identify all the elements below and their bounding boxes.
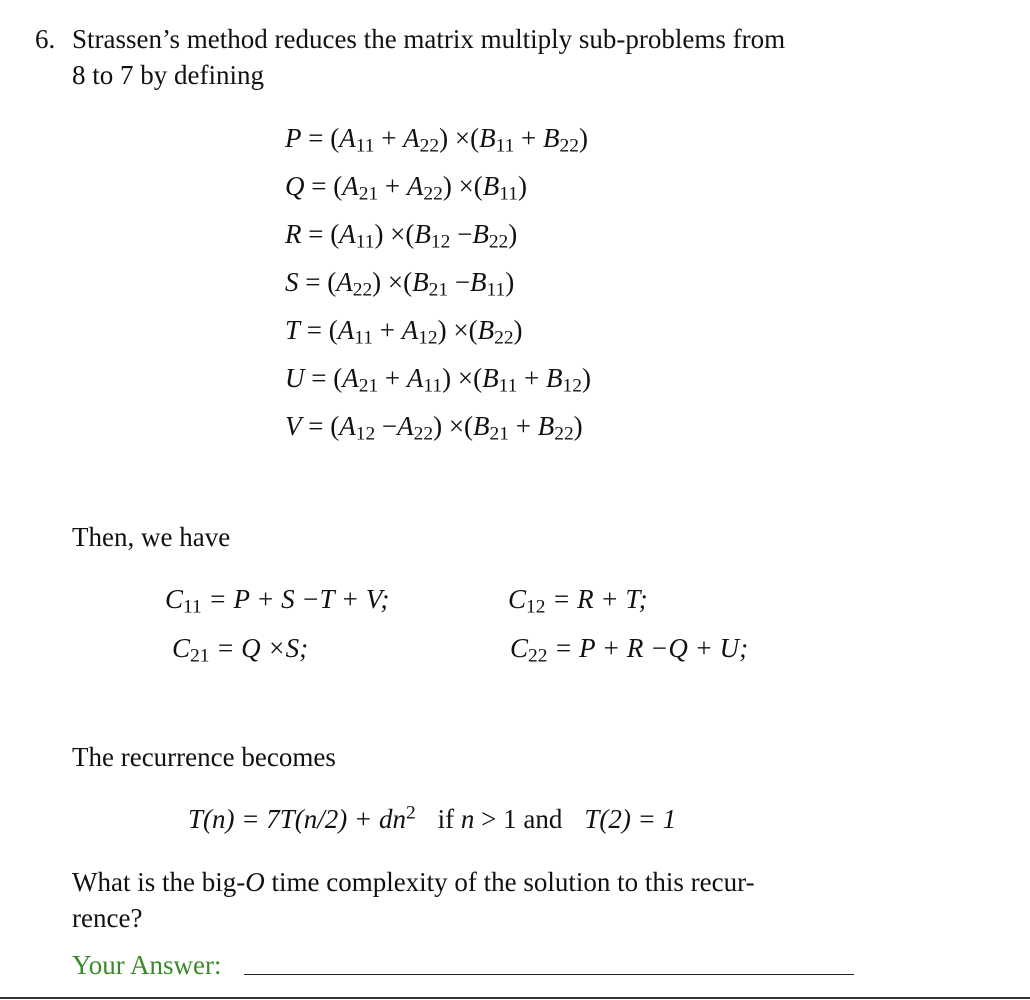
- def-q-a1-sub: 21: [358, 183, 379, 205]
- def-r-a1: A: [339, 219, 356, 249]
- result-c22: [510, 632, 749, 667]
- def-v-b2-sub: 22: [554, 423, 574, 445]
- c22-lhs-sub: 22: [528, 645, 548, 667]
- def-t-a1-sub: 11: [354, 327, 373, 349]
- def-u-name: U: [285, 363, 305, 393]
- def-r-mid: ) ×(: [374, 219, 415, 249]
- def-p-name: P: [285, 123, 302, 153]
- c12-lhs-sub: 12: [526, 596, 546, 618]
- c11-lhs-sub: 11: [183, 596, 202, 618]
- def-v-b1-sub: 21: [489, 423, 509, 445]
- def-u-b1-sub: 11: [498, 375, 518, 397]
- def-q-a2-sub: 22: [423, 183, 443, 205]
- def-u-mid: ) ×(: [442, 363, 483, 393]
- c11-rhs: = P + S −T + V;: [201, 584, 390, 614]
- answer-blank-line[interactable]: [244, 974, 854, 975]
- intro-text-line-1: Strassen’s method reduces the matrix multiply sub-problems from: [72, 24, 786, 54]
- recurrence-equation: [188, 803, 676, 835]
- result-c11: [165, 583, 390, 618]
- def-r-a1-sub: 11: [355, 231, 375, 253]
- def-s-b1: B: [412, 267, 429, 297]
- def-v-end: ): [573, 411, 583, 441]
- def-q-b1: B: [482, 171, 500, 201]
- def-v-a2-sub: 22: [413, 423, 434, 445]
- def-u-end: ): [581, 363, 591, 393]
- def-r-op2: −: [450, 219, 473, 249]
- def-u-b2: B: [546, 363, 563, 393]
- def-u-op2: +: [517, 363, 547, 393]
- def-q-a2: A: [406, 171, 424, 201]
- def-p-a1-sub: 11: [355, 135, 375, 157]
- def-p-mid: ) ×(: [439, 123, 480, 153]
- def-q-end: ): [518, 171, 528, 201]
- def-v-b1: B: [473, 411, 490, 441]
- def-p-b1-sub: 11: [495, 135, 515, 157]
- def-t-end: ): [513, 315, 523, 345]
- definition-p: [285, 122, 588, 157]
- definition-q: [285, 170, 528, 205]
- question-number: 6.: [35, 24, 56, 54]
- def-t-mid: ) ×(: [437, 315, 478, 345]
- def-p-eq: = (: [301, 123, 340, 153]
- result-c12: [508, 583, 648, 618]
- def-s-a1-sub: 22: [352, 279, 373, 301]
- recurrence-label: The recurrence becomes: [72, 742, 336, 772]
- definition-v: [285, 410, 583, 445]
- def-s-op2: −: [448, 267, 471, 297]
- def-q-b1-sub: 11: [499, 183, 519, 205]
- def-s-b2-sub: 11: [486, 279, 506, 301]
- def-r-end: ): [508, 219, 518, 249]
- intro-text-line-2: 8 to 7 by defining: [72, 60, 264, 90]
- def-v-a2: A: [397, 411, 414, 441]
- def-r-b1: B: [414, 219, 431, 249]
- def-t-a2-sub: 12: [418, 327, 438, 349]
- def-u-a1-sub: 21: [358, 375, 379, 397]
- c12-rhs: = R + T;: [545, 584, 648, 614]
- def-r-b2: B: [472, 219, 489, 249]
- question-big-o: O: [245, 867, 265, 897]
- def-s-name: S: [285, 267, 299, 297]
- c22-lhs: C: [510, 633, 529, 663]
- def-q-op1: +: [378, 171, 407, 201]
- c11-lhs: C: [165, 584, 184, 614]
- question-post: time complexity of the solution to this recur-: [264, 867, 755, 897]
- def-q-eq: = (: [304, 171, 343, 201]
- def-u-op1: +: [378, 363, 407, 393]
- def-s-b1-sub: 21: [428, 279, 449, 301]
- def-r-name: R: [285, 219, 302, 249]
- def-u-a2: A: [406, 363, 424, 393]
- def-p-b2: B: [543, 123, 560, 153]
- def-s-mid: ) ×(: [372, 267, 413, 297]
- definition-r: [285, 218, 518, 253]
- result-c21: [172, 632, 309, 667]
- def-t-a2: A: [401, 315, 419, 345]
- def-q-mid: ) ×(: [442, 171, 483, 201]
- definition-s: [285, 266, 515, 301]
- recurrence-cond-n: n: [460, 804, 475, 834]
- answer-label: Your Answer:: [72, 950, 222, 980]
- def-t-b1: B: [477, 315, 495, 345]
- def-t-b1-sub: 22: [494, 327, 514, 349]
- def-v-name: V: [285, 411, 302, 441]
- recurrence-exponent: 2: [405, 802, 416, 824]
- def-p-a1: A: [339, 123, 356, 153]
- recurrence-base: T(2) = 1: [584, 804, 677, 834]
- def-p-end: ): [578, 123, 588, 153]
- def-t-a1: A: [337, 315, 355, 345]
- definition-t: [285, 314, 523, 349]
- def-v-a1: A: [339, 411, 356, 441]
- def-p-b2-sub: 22: [559, 135, 579, 157]
- def-s-b2: B: [470, 267, 487, 297]
- def-q-a1: A: [342, 171, 359, 201]
- def-t-name: T: [285, 315, 301, 345]
- def-u-a2-sub: 11: [423, 375, 443, 397]
- def-u-eq: = (: [304, 363, 343, 393]
- def-v-b2: B: [537, 411, 555, 441]
- def-v-op2: +: [508, 411, 538, 441]
- def-q-name: Q: [285, 171, 305, 201]
- c22-rhs: = P + R −Q + U;: [547, 633, 749, 663]
- c12-lhs: C: [508, 584, 527, 614]
- definition-u: [285, 362, 591, 397]
- def-v-eq: = (: [301, 411, 340, 441]
- def-p-a2: A: [403, 123, 420, 153]
- def-v-mid: ) ×(: [433, 411, 474, 441]
- def-u-b2-sub: 12: [562, 375, 582, 397]
- question-text-line-1: [72, 865, 755, 900]
- def-t-op1: +: [372, 315, 402, 345]
- c21-rhs: = Q ×S;: [209, 633, 309, 663]
- def-t-eq: = (: [300, 315, 338, 345]
- def-u-b1: B: [482, 363, 499, 393]
- def-p-op2: +: [514, 123, 544, 153]
- def-s-eq: = (: [298, 267, 337, 297]
- question-text-line-2: rence?: [72, 903, 143, 933]
- def-r-eq: = (: [301, 219, 340, 249]
- recurrence-cond-rest: > 1 and: [474, 804, 563, 834]
- def-s-a1: A: [336, 267, 353, 297]
- def-p-a2-sub: 22: [419, 135, 440, 157]
- def-p-op1: +: [374, 123, 404, 153]
- def-v-a1-sub: 12: [355, 423, 376, 445]
- def-v-op1: −: [375, 411, 398, 441]
- def-u-a1: A: [342, 363, 359, 393]
- question-pre: What is the big-: [72, 867, 246, 897]
- def-r-b2-sub: 22: [488, 231, 509, 253]
- def-s-end: ): [505, 267, 515, 297]
- recurrence-main: T(n) = 7T(n/2) + dn: [188, 804, 406, 834]
- c21-lhs-sub: 21: [190, 645, 210, 667]
- def-p-b1: B: [479, 123, 496, 153]
- c21-lhs: C: [172, 633, 191, 663]
- def-r-b1-sub: 12: [430, 231, 451, 253]
- then-label: Then, we have: [72, 522, 231, 552]
- bottom-divider: [0, 997, 1030, 999]
- recurrence-cond-if: if: [437, 804, 461, 834]
